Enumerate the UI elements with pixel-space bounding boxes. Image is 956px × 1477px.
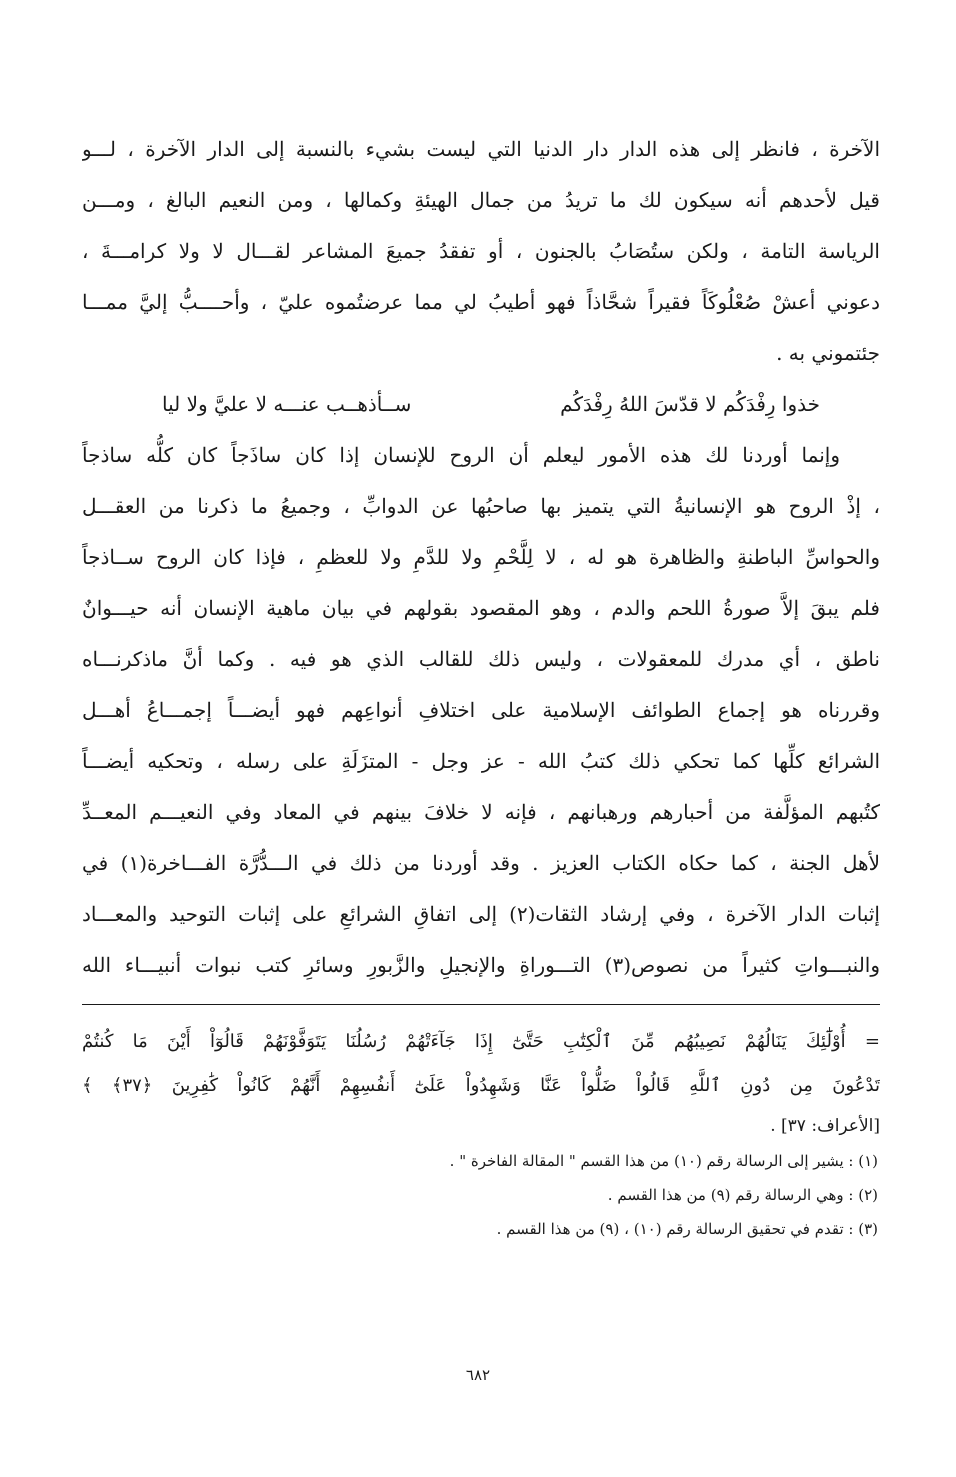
text-line: ناطق ، أي مدرك للمعقولات ، وليس ذلك للقالب الذي هو فيه . وكما أنَّ ماذكرنـــاه — [82, 647, 880, 671]
main-text-body — [82, 124, 880, 991]
poem-right-hemistich: خذوا رِفْدَكُم لا قدّسَ اللهُ رِفْدَكُم — [560, 392, 820, 416]
page-number: ٦٨٢ — [465, 1366, 491, 1384]
text-line: إثبات الدار الآخرة ، وفي إرشاد الثقات(٢) إلى اتفاقِ الشرائعِ على إثبات التوحيد والمعـــاد — [82, 902, 880, 926]
text-line: فلم يبقَ إلاَّ صورةُ اللحم والدم ، وهو المقصود بقولهم في بيان ماهية الإنسان أنه حيـــوانٌ — [82, 596, 880, 620]
footnote-2: (٢) : وهي الرسالة رقم (٩) من هذا القسم . — [607, 1186, 878, 1204]
text-line: الآخرة ، فانظر إلى هذه الدار دار الدنيا التي ليست بشيء بالنسبة إلى الدار الآخرة ، لـــو — [82, 137, 880, 161]
poem-verse — [82, 379, 880, 430]
footnote-divider — [82, 1004, 880, 1005]
footnote-3: (٣) : تقدم في تحقيق الرسالة رقم (١٠) ، (٩) من هذا القسم . — [496, 1220, 878, 1238]
text-line: وقررناه هو إجماع الطوائف الإسلامية على اختلافِ أنواعِهم فهو أيضـــاً إجمـــاعُ أهـــل — [82, 698, 880, 722]
text-line: ، إذْ الروح هو الإنسانيةُ التي يتميز بها صاحبُها عن الدوابِّ ، وجميعُ ما ذكرنا من العقـــل — [82, 494, 880, 518]
text-line: والحواسِّ الباطنةِ والظاهرة هو له ، لا لِلَّحْمِ ولا للدَّمِ ولا للعظمِ ، فإذا كان الروح ســاذجاً — [82, 545, 880, 569]
text-line: وإنما أوردنا لك هذه الأمور ليعلم أن الروح للإنسان إذا كان ساذَجاً كان كلُّه ساذجاً — [82, 443, 840, 467]
text-line: لأهل الجنة ، كما حكاه الكتاب العزيز . وقد أوردنا من ذلك في الـــدُّرَّة الفـــاخرة(١) في — [82, 851, 880, 875]
text-line: والنبـــواتِ كثيراً من نصوص(٣) التـــوراةِ والإنجيلِ والزَّبورِ وسائرِ كتب نبوات أنبيـــاء الله — [82, 953, 880, 977]
text-line: كتُبهم المؤلَّفة من أحبارهم ورهبانهم ، فإنه لا خلافَ بينهم في المعاد وفي النعيـــم المعــدِّ — [82, 800, 880, 824]
text-line: الرياسة التامة ، ولكن ستُصَابُ بالجنون ، أو تفقدُ جميعَ المشاعر لقـــال لا ولا كرامـــةَ ، — [82, 239, 880, 263]
quran-citation-line: تَدْعُونَ مِن دُونِ ٱللَّهِ قَالُواْ ضَلُّواْ عَنَّا وَشَهِدُواْ عَلَىٰٓ أَنفُسِهِمْ أَنَّهُمْ كَانُواْ كَٰفِرِينَ ﴿٣٧﴾ ﴾ — [82, 1075, 880, 1096]
text-line: الشرائع كلِّها كما تحكي ذلك كتبُ الله - عز وجل - المتزَلَةِ على رسله ، وتحكيه أيضـــاً — [82, 749, 880, 773]
text-line: جئتموني به . — [776, 341, 880, 365]
text-line: قيل لأحدهم أنه سيكون لك ما تريدُ من جمال الهيئةِ وكمالها ، ومن النعيم البالغ ، ومـــن — [82, 188, 880, 212]
poem-left-hemistich: ســأذهــب عنـــه لا عليَّ ولا ليا — [162, 392, 412, 416]
footnotes-section — [82, 1020, 880, 1248]
footnote-1: (١) : يشير إلى الرسالة رقم (١٠) من هذا القسم " المقالة الفاخرة " . — [449, 1152, 878, 1170]
quran-reference: [الأعراف: ٣٧] . — [770, 1116, 880, 1136]
quran-citation-line: = أُوْلَٰٓئِكَ يَنَالُهُمْ نَصِيبُهُم مِّنَ ٱلْكِتَٰبِ حَتَّىٰٓ إِذَا جَآءَتْهُمْ رُسُلُنَا يَتَوَفَّوْنَهُمْ قَالُوٓاْ أَيْنَ مَا كُنتُمْ — [82, 1031, 880, 1052]
text-line: دعوني أعشْ صُعْلُوكَاً فقيراً شحَّاذاً فهو أطيبُ لي مما عرضتُموه عليّ ، وأحــــبُّ إليَّ ممـــا — [82, 290, 880, 314]
